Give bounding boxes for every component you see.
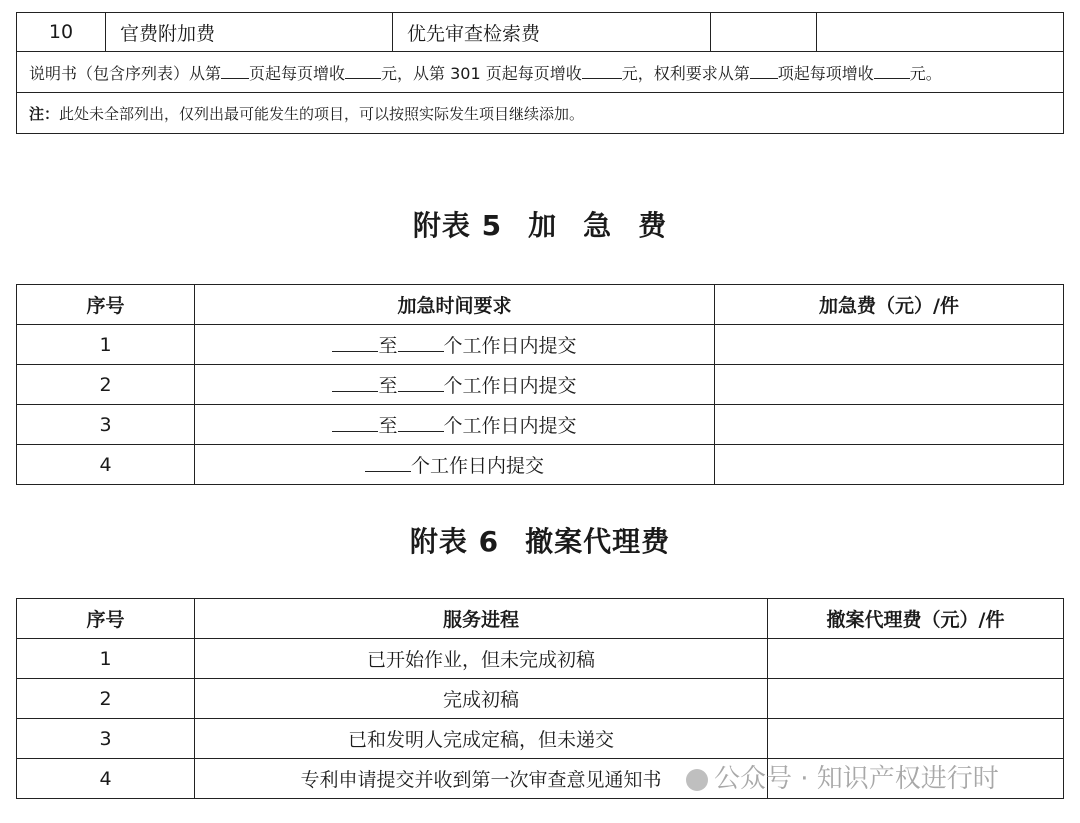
fee-table-continuation bbox=[16, 12, 1064, 134]
desc-text: 页起每页增收 bbox=[249, 63, 346, 83]
row-number-cell: 2 bbox=[17, 679, 195, 719]
fee-cell bbox=[715, 325, 1064, 365]
table-row bbox=[17, 365, 1064, 405]
cell-text: 个工作日内提交 bbox=[410, 455, 544, 477]
fee-cell bbox=[715, 405, 1064, 445]
cell-text: 个工作日内提交 bbox=[443, 375, 577, 397]
desc-text: 元，权利要求从第 bbox=[621, 63, 750, 83]
table5-title-char: 急 bbox=[583, 209, 613, 242]
wechat-icon bbox=[686, 769, 708, 791]
fee-cell bbox=[768, 679, 1064, 719]
column-header: 加急费（元）/件 bbox=[715, 285, 1064, 325]
blank-line bbox=[365, 454, 411, 472]
table6-title-text: 撤案代理费 bbox=[525, 525, 671, 558]
row-number-cell: 3 bbox=[17, 719, 195, 759]
table-row bbox=[17, 13, 1064, 52]
expedite-fee-table bbox=[16, 284, 1064, 485]
footnote bbox=[17, 93, 1064, 134]
time-requirement-cell bbox=[195, 445, 715, 485]
table6-title bbox=[0, 520, 1080, 560]
row-number-cell: 1 bbox=[17, 639, 195, 679]
table5-title-prefix: 附表 5 bbox=[412, 209, 503, 242]
time-requirement-cell bbox=[195, 365, 715, 405]
table-row bbox=[17, 445, 1064, 485]
table-row bbox=[17, 325, 1064, 365]
blank-line bbox=[398, 334, 444, 352]
table-header-row bbox=[17, 599, 1064, 639]
column-header: 撤案代理费（元）/件 bbox=[768, 599, 1064, 639]
blank-line bbox=[398, 374, 444, 392]
row-number-cell: 4 bbox=[17, 759, 195, 799]
row-number-cell: 10 bbox=[17, 13, 106, 52]
column-header: 序号 bbox=[17, 285, 195, 325]
column-header: 加急时间要求 bbox=[195, 285, 715, 325]
table5-title-char: 加 bbox=[528, 209, 558, 242]
blank-line bbox=[332, 334, 378, 352]
fee-cell bbox=[768, 719, 1064, 759]
fee-cell bbox=[768, 639, 1064, 679]
table5-title-char: 费 bbox=[638, 209, 668, 242]
cell-text: 个工作日内提交 bbox=[443, 335, 577, 357]
row-number-cell: 1 bbox=[17, 325, 195, 365]
empty-cell bbox=[711, 13, 817, 52]
table5-title bbox=[0, 204, 1080, 244]
fee-cell bbox=[715, 365, 1064, 405]
column-header: 服务进程 bbox=[195, 599, 768, 639]
table-row bbox=[17, 679, 1064, 719]
column-header: 序号 bbox=[17, 599, 195, 639]
blank-line bbox=[750, 63, 778, 78]
row-number-cell: 3 bbox=[17, 405, 195, 445]
fee-cell bbox=[715, 445, 1064, 485]
empty-cell bbox=[817, 13, 1064, 52]
blank-line bbox=[874, 63, 910, 78]
table-row bbox=[17, 719, 1064, 759]
blank-line bbox=[345, 63, 381, 78]
fee-item-cell: 优先审查检索费 bbox=[393, 13, 711, 52]
desc-text: 项起每项增收 bbox=[777, 63, 874, 83]
table6-title-prefix: 附表 6 bbox=[409, 525, 500, 558]
cell-text: 至 bbox=[378, 335, 398, 357]
cell-text: 个工作日内提交 bbox=[443, 415, 577, 437]
description-fee-note bbox=[17, 52, 1064, 93]
cell-text: 至 bbox=[378, 375, 398, 397]
desc-text: 说明书（包含序列表）从第 bbox=[29, 63, 222, 83]
blank-line bbox=[221, 63, 249, 78]
row-number-cell: 4 bbox=[17, 445, 195, 485]
desc-text: 元。 bbox=[909, 63, 942, 83]
blank-line bbox=[332, 414, 378, 432]
table-row bbox=[17, 52, 1064, 93]
blank-line bbox=[332, 374, 378, 392]
table-row bbox=[17, 639, 1064, 679]
blank-line bbox=[398, 414, 444, 432]
blank-line bbox=[582, 63, 622, 78]
watermark bbox=[686, 758, 999, 795]
time-requirement-cell bbox=[195, 405, 715, 445]
service-stage-cell: 已和发明人完成定稿，但未递交 bbox=[195, 719, 768, 759]
service-stage-cell: 完成初稿 bbox=[195, 679, 768, 719]
note-label: 注： bbox=[29, 104, 60, 123]
time-requirement-cell bbox=[195, 325, 715, 365]
row-number-cell: 2 bbox=[17, 365, 195, 405]
watermark-text: 公众号 · 知识产权进行时 bbox=[714, 764, 999, 794]
table-row bbox=[17, 93, 1064, 134]
table-header-row bbox=[17, 285, 1064, 325]
service-stage-cell: 专利申请提交并收到第一次审查意见通知书 bbox=[195, 759, 768, 799]
cell-text: 至 bbox=[378, 415, 398, 437]
table-row bbox=[17, 405, 1064, 445]
note-text: 此处未全部列出，仅列出最可能发生的项目，可以按照实际发生项目继续添加。 bbox=[59, 104, 585, 123]
service-stage-cell: 已开始作业，但未完成初稿 bbox=[195, 639, 768, 679]
fee-category-cell: 官费附加费 bbox=[106, 13, 393, 52]
desc-text: 元，从第 301 页起每页增收 bbox=[381, 63, 582, 83]
